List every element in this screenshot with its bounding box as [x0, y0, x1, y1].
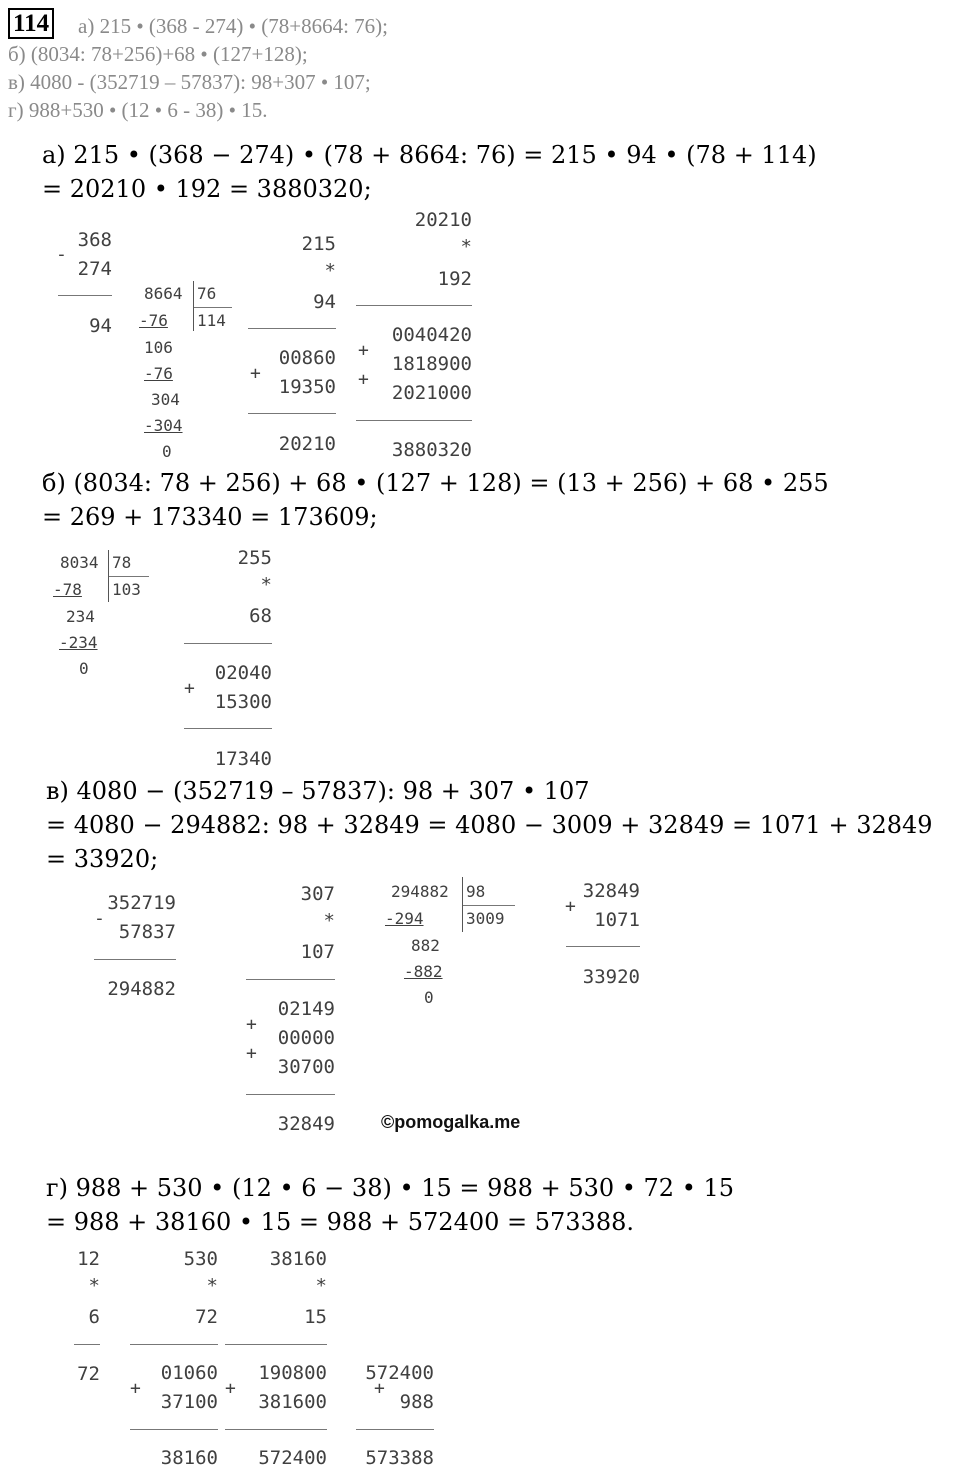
g-equation-line2: = 988 + 38160 • 15 = 988 + 572400 = 573388. — [46, 1208, 634, 1236]
watermark: ©pomogalka.me — [381, 1112, 521, 1132]
a-equation-line1: а) 215 • (368 − 274) • (78 + 8664: 76) = 215 • 94 • (78 + 114) — [42, 141, 817, 169]
task-b: б) (8034: 78+256)+68 • (127+128); — [8, 42, 308, 66]
task-a: а) 215 • (368 - 274) • (78+8664: 76); — [78, 14, 388, 38]
v-equation-line1: в) 4080 − (352719 – 57837): 98 + 307 • 107 — [46, 777, 590, 805]
b-equation-line1: б) (8034: 78 + 256) + 68 • (127 + 128) = (13 + 256) + 68 • 255 — [42, 469, 829, 497]
g-equation-line1: г) 988 + 530 • (12 • 6 − 38) • 15 = 988 + 530 • 72 • 15 — [46, 1174, 735, 1202]
b-equation-line2: = 269 + 173340 = 173609; — [42, 503, 378, 531]
v-equation-line2: = 4080 − 294882: 98 + 32849 = 4080 − 3009 + 32849 = 1071 + 32849 — [46, 811, 933, 839]
task-g: г) 988+530 • (12 • 6 - 38) • 15. — [8, 98, 268, 122]
a-equation-line2: = 20210 • 192 = 3880320; — [42, 175, 372, 203]
task-v: в) 4080 - (352719 – 57837): 98+307 • 107; — [8, 70, 371, 94]
v-equation-line3: = 33920; — [46, 845, 159, 873]
problem-number: 114 — [8, 8, 54, 39]
